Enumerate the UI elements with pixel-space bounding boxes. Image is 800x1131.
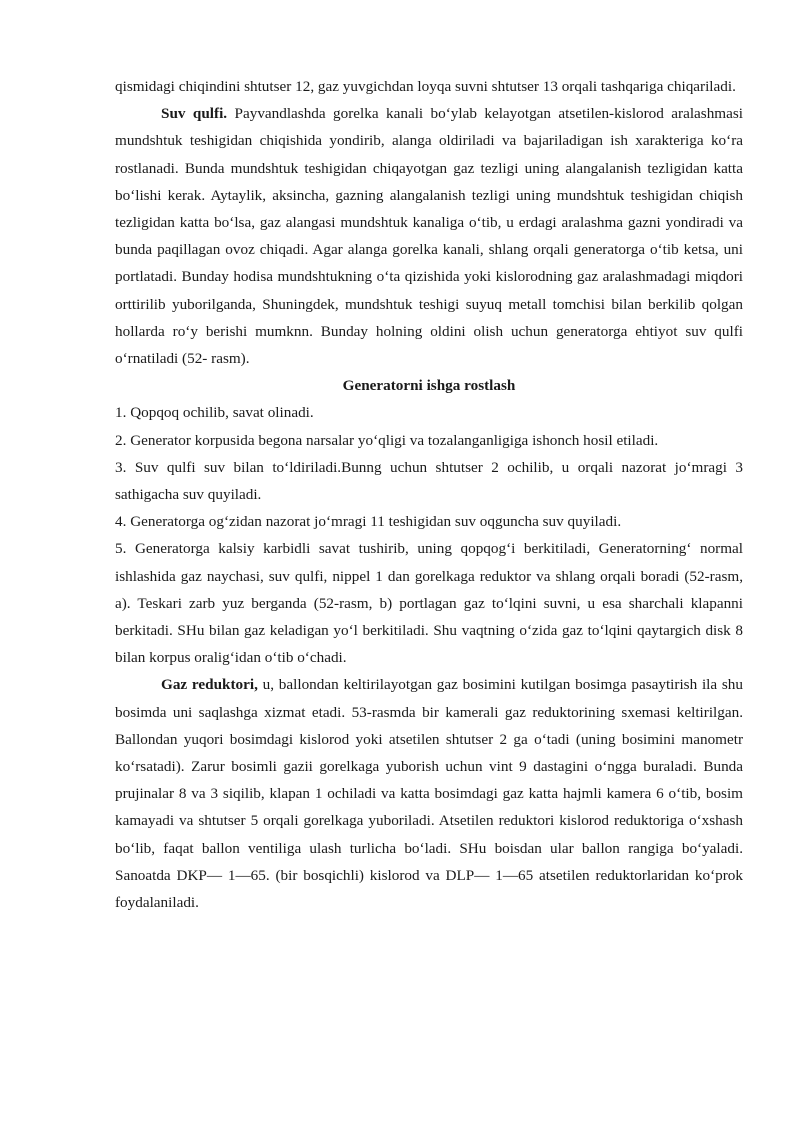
step-1: 1. Qopqoq ochilib, savat olinadi.: [115, 404, 314, 422]
step-5: 5. Generatorga kalsiy karbidli savat tushirib, uning qopqog‘i berkitiladi, Generatorning‘ normal ishlashida gaz naychasi, suv qulfi, nippel 1 dan gorelkaga reduktor va shlang orqali boradi (52-rasm, a). Teskari zarb yuz berganda (52-rasm, b) portlagan gaz to‘lqini suvni, u esa sharchali klapanni berkitadi. SHu bilan gaz keladigan yo‘l berkitiladi. Shu vaqtning o‘zida gaz to‘lqini qaytargich disk 8 bilan korpus oralig‘idan o‘tib o‘chadi.: [115, 540, 743, 667]
step-3: 3. Suv qulfi suv bilan to‘ldiriladi.Bunng uchun shtutser 2 ochilib, u orqali nazorat jo‘mragi 3 sathigacha suv quyiladi.: [115, 458, 743, 504]
gas-reducer-text: u, ballondan keltirilayotgan gaz bosimini kutilgan bosimga pasaytirish ila shu bosimda uni saqlashga xizmat etadi. 53-rasmda bir kamerali gaz reduktorining sxemasi keltirilgan. Ballondan yuqori bosimdagi kislorod yoki atsetilen shtutser 2 ga o‘tadi (uning bosimini manometr ko‘rsatadi). Zarur bosimli gazii gorelkaga yuborish uchun vint 9 dastagini o‘ngga buraladi. Bunda prujinalar 8 va 3 siqilib, klapan 1 ochiladi va katta bosimdagi gaz katta hajmli kamera 6 o‘tib, bosim kamayadi va shtutser 5 orqali gorelkaga yuboriladi. Atsetilen reduktori kislorod reduktoriga o‘xshash bo‘lib, faqat ballon ventiliga ulash turlicha bo‘ladi. SHu boisdan ular ballon rangiga bo‘yaladi. Sanoatda DKP— 1—65. (bir bosqichli) kislorod va DLP— 1—65 atsetilen reduktorlaridan ko‘prok foydalaniladi.: [115, 676, 743, 912]
paragraph-intro: qismidagi chiqindini shtutser 12, gaz yuvgichdan loyqa suvni shtutser 13 orqali tashqariga chiqariladi.: [115, 78, 736, 95]
water-lock-text: Payvandlashda gorelka kanali bo‘ylab kelayotgan atsetilen-kislorod aralashmasi mundshtuk teshigidan chiqishida yondirib, alanga oldiriladi va bajariladigan ish xarakteriga ko‘ra rostlanadi. Bunda mundshtuk teshigidan chiqayotgan gaz tezligi uning alangalanish tezligidan katta bo‘lishi kerak. Aytaylik, aksincha, gazning alangalanish tezligi uning mundshtuk teshigidan chiqish tezligidan katta bo‘lsa, gaz alangasi mundshtuk kanaliga o‘tib, u erdagi aralashma gazni yondiradi va bunda paqillagan ovoz chiqadi. Agar alanga gorelka kanali, shlang orqali generatorga o‘tib ketsa, uni portlatadi. Bunday hodisa mundshtukning o‘ta qizishida yoki kislorodning gaz aralashmadagi miqdori orttirilib yuborilganda, Shuningdek, mundshtuk teshigi suyuq metall tomchisi bilan berkilib qolgan hollarda ro‘y berishi mumknn. Bunday holning oldini olish uchun generatorga ehtiyot suv qulfi o‘rnatiladi (52- rasm).: [115, 105, 743, 368]
gas-reducer-title: Gaz reduktori,: [161, 676, 258, 694]
paragraph-gas-reducer: [115, 671, 743, 916]
step-2: 2. Generator korpusida begona narsalar yo‘qligi va tozalanganligiga ishonch hosil etiladi.: [115, 431, 659, 449]
water-lock-title: Suv qulfi.: [161, 105, 228, 123]
section-heading: Generatorni ishga rostlash: [342, 377, 516, 395]
step-4: 4. Generatorga og‘zidan nazorat jo‘mragi 11 teshigidan suv oqguncha suv quyiladi.: [115, 513, 622, 531]
paragraph-water-lock: [115, 100, 743, 372]
